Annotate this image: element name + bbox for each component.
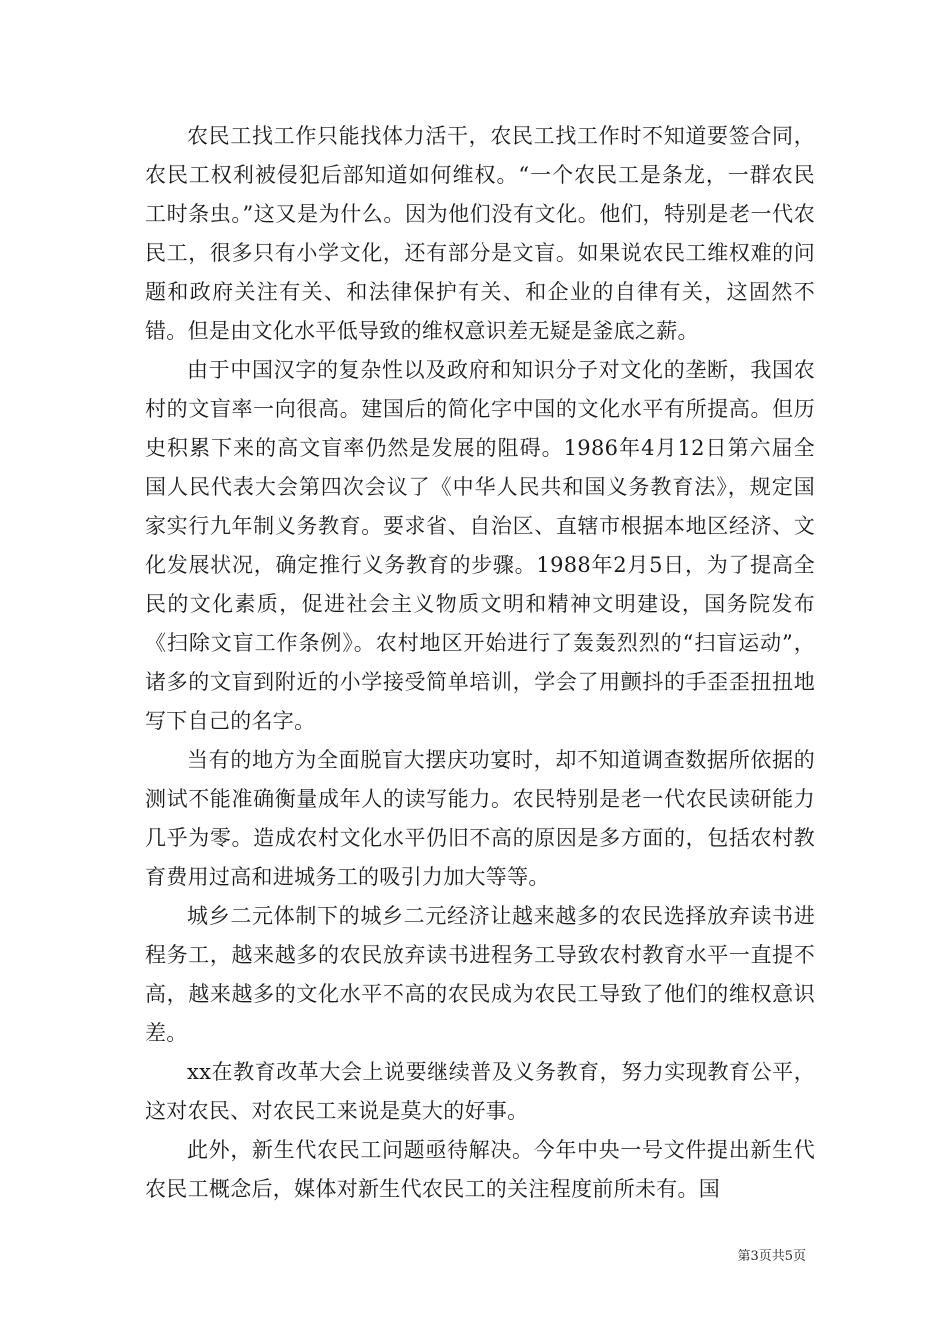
paragraph-2: 由于中国汉字的复杂性以及政府和知识分子对文化的垄断，我国农村的文盲率一向很高。建国后的简化字中国的文化水平有所提高。但历史积累下来的高文盲率仍然是发展的阻碍。1986年4月12日第六届全国人民代表大会第四次会议了《中华人民共和国义务教育法》，规定国家实行九年制义务教育。要求省、自治区、直辖市根据本地区经济、文化发展状况，确定推行义务教育的步骤。1988年2月5日，为了提高全民的文化素质，促进社会主义物质文明和精神文明建设，国务院发布《扫除文盲工作条例》。农村地区开始进行了轰轰烈烈的“扫盲运动”，诸多的文盲到附近的小学接受简单培训，学会了用颤抖的手歪歪扭扭地写下自己的名字。: [145, 358, 815, 733]
paragraph-4: 城乡二元体制下的城乡二元经济让越来越多的农民选择放弃读书进程务工，越来越多的农民放弃读书进程务工导致农村教育水平一直提不高，越来越多的文化水平不高的农民成为农民工导致了他们的维权意识差。: [145, 904, 815, 1045]
paragraph-1: 农民工找工作只能找体力活干，农民工找工作时不知道要签合同，农民工权利被侵犯后部知道如何维权。“一个农民工是条龙，一群农民工时条虫。”这又是为什么。因为他们没有文化。他们，特别是老一代农民工，很多只有小学文化，还有部分是文盲。如果说农民工维权难的问题和政府关注有关、和法律保护有关、和企业的自律有关，这固然不错。但是由文化水平低导致的维权意识差无疑是釜底之薪。: [145, 124, 815, 343]
page-number-footer: 第3页共5页: [737, 1249, 806, 1264]
paragraph-6: 此外，新生代农民工问题亟待解决。今年中央一号文件提出新生代农民工概念后，媒体对新生代农民工的关注程度前所未有。国: [145, 1138, 815, 1201]
paragraph-5: xx在教育改革大会上说要继续普及义务教育，努力实现教育公平，这对农民、对农民工来说是莫大的好事。: [145, 1060, 815, 1123]
paragraph-3: 当有的地方为全面脱盲大摆庆功宴时，却不知道调查数据所依据的测试不能准确衡量成年人的读写能力。农民特别是老一代农民读研能力几乎为零。造成农村文化水平仍旧不高的原因是多方面的，包括农村教育费用过高和进城务工的吸引力加大等等。: [145, 748, 815, 889]
document-body: [145, 117, 815, 1209]
